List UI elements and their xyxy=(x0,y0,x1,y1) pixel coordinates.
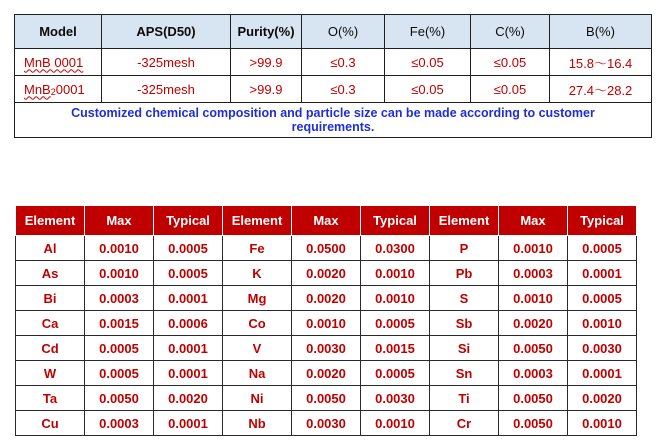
typical-cell: 0.0020 xyxy=(568,386,637,411)
max-cell: 0.0050 xyxy=(292,386,361,411)
spec-header-row xyxy=(15,15,652,49)
impurity-row xyxy=(16,386,637,411)
element-cell: Bi xyxy=(16,286,85,311)
impurity-row xyxy=(16,411,637,436)
header-oxygen: O(%) xyxy=(302,15,385,49)
purity-cell: >99.9 xyxy=(231,49,302,76)
impurity-row xyxy=(16,361,637,386)
element-cell: As xyxy=(16,261,85,286)
max-cell: 0.0005 xyxy=(85,361,154,386)
typical-cell: 0.0005 xyxy=(568,286,637,311)
max-cell: 0.0010 xyxy=(499,286,568,311)
element-cell: Ni xyxy=(223,386,292,411)
spec-note-row xyxy=(15,103,652,138)
carbon-cell: ≤0.05 xyxy=(471,76,550,103)
header-element-3: Element xyxy=(430,206,499,236)
typical-cell: 0.0005 xyxy=(154,236,223,261)
typical-cell: 0.0005 xyxy=(568,236,637,261)
typical-cell: 0.0001 xyxy=(568,261,637,286)
header-max-3: Max xyxy=(499,206,568,236)
typical-cell: 0.0300 xyxy=(361,236,430,261)
typical-cell: 0.0010 xyxy=(568,311,637,336)
impurity-row xyxy=(16,261,637,286)
max-cell: 0.0003 xyxy=(85,286,154,311)
product-spec-table xyxy=(14,14,652,138)
purity-cell: >99.9 xyxy=(231,76,302,103)
impurity-row xyxy=(16,311,637,336)
element-cell: Cu xyxy=(16,411,85,436)
oxygen-cell: ≤0.3 xyxy=(302,49,385,76)
max-cell: 0.0030 xyxy=(292,411,361,436)
typical-cell: 0.0001 xyxy=(154,336,223,361)
element-cell: Sn xyxy=(430,361,499,386)
header-iron: Fe(%) xyxy=(385,15,471,49)
typical-cell: 0.0030 xyxy=(361,386,430,411)
carbon-cell: ≤0.05 xyxy=(471,49,550,76)
spec-row-mnb2 xyxy=(15,76,652,103)
customization-note: Customized chemical composition and particle size can be made according to customer requirements. xyxy=(15,103,652,138)
element-cell: Cr xyxy=(430,411,499,436)
max-cell: 0.0003 xyxy=(499,261,568,286)
boron-cell: 15.8～16.4 xyxy=(550,49,652,76)
max-cell: 0.0010 xyxy=(292,311,361,336)
typical-cell: 0.0005 xyxy=(154,261,223,286)
aps-cell: -325mesh xyxy=(102,76,231,103)
header-max-2: Max xyxy=(292,206,361,236)
typical-cell: 0.0005 xyxy=(361,311,430,336)
header-model: Model xyxy=(15,15,102,49)
aps-cell: -325mesh xyxy=(102,49,231,76)
typical-cell: 0.0030 xyxy=(568,336,637,361)
max-cell: 0.0020 xyxy=(292,361,361,386)
model-cell xyxy=(15,76,102,103)
element-cell: S xyxy=(430,286,499,311)
iron-cell: ≤0.05 xyxy=(385,76,471,103)
max-cell: 0.0050 xyxy=(499,411,568,436)
model-subscript: 2 xyxy=(50,86,56,97)
header-purity: Purity(%) xyxy=(231,15,302,49)
max-cell: 0.0020 xyxy=(292,261,361,286)
boron-cell: 27.4～28.2 xyxy=(550,76,652,103)
element-cell: P xyxy=(430,236,499,261)
max-cell: 0.0020 xyxy=(292,286,361,311)
model-cell xyxy=(15,49,102,76)
typical-cell: 0.0001 xyxy=(154,411,223,436)
element-cell: Co xyxy=(223,311,292,336)
typical-cell: 0.0005 xyxy=(361,361,430,386)
element-cell: Fe xyxy=(223,236,292,261)
typical-cell: 0.0010 xyxy=(568,411,637,436)
header-aps: APS(D50) xyxy=(102,15,231,49)
max-cell: 0.0050 xyxy=(499,386,568,411)
impurity-row xyxy=(16,236,637,261)
oxygen-cell: ≤0.3 xyxy=(302,76,385,103)
element-cell: Ti xyxy=(430,386,499,411)
impurity-row xyxy=(16,286,637,311)
typical-cell: 0.0020 xyxy=(154,386,223,411)
element-cell: Pb xyxy=(430,261,499,286)
max-cell: 0.0010 xyxy=(85,261,154,286)
max-cell: 0.0003 xyxy=(499,361,568,386)
element-cell: Ta xyxy=(16,386,85,411)
max-cell: 0.0015 xyxy=(85,311,154,336)
element-cell: Mg xyxy=(223,286,292,311)
element-cell: Na xyxy=(223,361,292,386)
element-cell: Al xyxy=(16,236,85,261)
header-element-2: Element xyxy=(223,206,292,236)
max-cell: 0.0030 xyxy=(292,336,361,361)
element-cell: K xyxy=(223,261,292,286)
max-cell: 0.0003 xyxy=(85,411,154,436)
max-cell: 0.0020 xyxy=(499,311,568,336)
typical-cell: 0.0001 xyxy=(568,361,637,386)
header-element-1: Element xyxy=(16,206,85,236)
max-cell: 0.0050 xyxy=(499,336,568,361)
element-cell: Ca xyxy=(16,311,85,336)
header-typical-2: Typical xyxy=(361,206,430,236)
element-cell: Si xyxy=(430,336,499,361)
header-carbon: C(%) xyxy=(471,15,550,49)
element-cell: W xyxy=(16,361,85,386)
impurity-header-row xyxy=(16,206,637,236)
element-cell: Cd xyxy=(16,336,85,361)
model-name-prefix: MnB xyxy=(24,81,51,97)
iron-cell: ≤0.05 xyxy=(385,49,471,76)
typical-cell: 0.0006 xyxy=(154,311,223,336)
typical-cell: 0.0015 xyxy=(361,336,430,361)
header-typical-3: Typical xyxy=(568,206,637,236)
model-name: MnB 0001 xyxy=(24,54,84,70)
spec-row-mnb xyxy=(15,49,652,76)
element-cell: Nb xyxy=(223,411,292,436)
max-cell: 0.0005 xyxy=(85,336,154,361)
model-name-suffix: 0001 xyxy=(55,81,85,97)
max-cell: 0.0500 xyxy=(292,236,361,261)
element-cell: V xyxy=(223,336,292,361)
max-cell: 0.0050 xyxy=(85,386,154,411)
max-cell: 0.0010 xyxy=(499,236,568,261)
header-boron: B(%) xyxy=(550,15,652,49)
typical-cell: 0.0001 xyxy=(154,286,223,311)
header-max-1: Max xyxy=(85,206,154,236)
impurity-table xyxy=(15,205,637,436)
typical-cell: 0.0010 xyxy=(361,411,430,436)
typical-cell: 0.0010 xyxy=(361,261,430,286)
max-cell: 0.0010 xyxy=(85,236,154,261)
impurity-row xyxy=(16,336,637,361)
typical-cell: 0.0010 xyxy=(361,286,430,311)
element-cell: Sb xyxy=(430,311,499,336)
typical-cell: 0.0001 xyxy=(154,361,223,386)
header-typical-1: Typical xyxy=(154,206,223,236)
